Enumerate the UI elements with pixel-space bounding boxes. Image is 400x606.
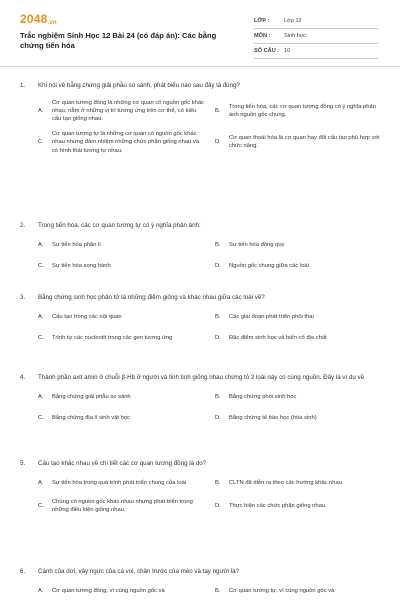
info-box: [254, 14, 378, 59]
question-text: Cấu tạo khác nhau về chi tiết các cơ quan tương đồng là do?: [38, 460, 207, 467]
answer-text: Bằng chứng địa lí sinh vật học: [52, 415, 131, 422]
answer-text: Đặc điểm sinh học và biến cố địa chất: [229, 335, 327, 342]
answer-letter: B.: [215, 242, 221, 249]
answer-option-b[interactable]: [215, 239, 382, 253]
answer-letter: D.: [215, 139, 221, 146]
answer-text: Cơ quan tương tự là những cơ quan có nguồn gốc khác nhau nhưng đảm nhiệm những chức phận giống nhau và có hình thái tương tự nhau.: [52, 131, 200, 154]
answer-option-d[interactable]: [215, 130, 382, 155]
answer-option-c[interactable]: [38, 412, 205, 426]
info-value: Lớp 12: [284, 18, 302, 24]
question-2: [20, 222, 382, 281]
answer-option-d[interactable]: [215, 412, 382, 426]
answer-text: Bằng chứng phôi sinh học: [229, 394, 297, 401]
answer-letter: A.: [38, 314, 44, 321]
answer-text: Các giai đoạn phát triển phôi thai: [229, 314, 314, 321]
answer-letter: D.: [215, 415, 221, 422]
answer-letter: B.: [215, 107, 221, 114]
answer-letter: D.: [215, 502, 221, 509]
answer-text: Cơ quan tương đồng là những cơ quan có nguồn gốc khác nhau, nằm ở những vị trí tương ứng trên cơ thể, có kiểu cấu tạo giống nhau.: [52, 99, 204, 122]
answer-text: Nguồn gốc chung giữa các loài: [229, 263, 309, 270]
info-row-count: [254, 44, 378, 59]
question-number: 1.: [20, 82, 26, 89]
answer-text: Trong tiến hóa, các cơ quan tương đồng có ý nghĩa phản ánh nguồn gốc chung.: [229, 103, 376, 118]
answer-letter: C.: [38, 502, 44, 509]
answer-option-c[interactable]: [38, 498, 205, 514]
site-logo[interactable]: [20, 12, 57, 26]
document-title: Trắc nghiệm Sinh Học 12 Bài 24 (có đáp án): Các bằng chứng tiến hóa: [20, 31, 217, 50]
info-label: LỚP :: [254, 18, 270, 24]
question-number: 6.: [20, 568, 26, 575]
question-text: Bằng chứng sinh học phân tử là những điểm giống và khác nhau giữa các loài về?: [38, 294, 265, 301]
answer-option-c[interactable]: [38, 130, 205, 155]
answer-text: Cơ quan tương đồng, vì cùng nguồn gốc và: [52, 588, 165, 595]
answer-text: Cơ quan tương tự, vì cùng nguồn gốc và: [229, 588, 335, 595]
answer-option-a[interactable]: [38, 585, 205, 599]
answer-option-b[interactable]: [215, 477, 382, 491]
answer-option-a[interactable]: [38, 311, 205, 325]
answer-text: Chúng có nguồn gốc khác nhau nhưng phát triển trong những điều kiện giống nhau.: [52, 498, 193, 513]
info-value: 10: [284, 48, 291, 54]
question-4: [20, 374, 382, 433]
answer-letter: B.: [215, 314, 221, 321]
answer-option-a[interactable]: [38, 99, 205, 124]
question-text: Thành phần axit amin ở chuỗi β-Hb ở người và tinh tinh giống nhau chứng tỏ 2 loài này có cùng nguồn. Đây là ví dụ về: [38, 374, 365, 381]
header-divider: [0, 66, 400, 67]
answer-option-c[interactable]: [38, 332, 205, 346]
info-value: Sinh học: [284, 33, 306, 39]
question-text: Khi nói về bằng chứng giải phẫu so sánh, phát biểu nào sau đây là đúng?: [38, 82, 240, 89]
answer-option-a[interactable]: [38, 239, 205, 253]
answer-text: Cấu tạo trong các nội quan: [52, 314, 122, 321]
question-number: 3.: [20, 294, 26, 301]
answer-text: Sự tiến hóa song hành: [52, 263, 111, 270]
answer-letter: D.: [215, 335, 221, 342]
info-row-grade: [254, 14, 378, 29]
answer-letter: C.: [38, 139, 44, 146]
question-5: [20, 460, 382, 521]
answer-letter: B.: [215, 588, 221, 595]
answer-option-c[interactable]: [38, 260, 205, 274]
answer-text: CLTN đã diễn ra theo các hướng khác nhau: [229, 480, 342, 487]
info-row-subject: [254, 29, 378, 44]
answer-option-d[interactable]: [215, 498, 382, 514]
question-1: [20, 82, 382, 162]
answer-option-b[interactable]: [215, 391, 382, 405]
answer-text: Trình tự các nucleotit trong các gen tương ứng: [52, 335, 173, 342]
answer-option-d[interactable]: [215, 260, 382, 274]
answer-letter: C.: [38, 415, 44, 422]
page-header: [0, 0, 400, 62]
answer-text: Cơ quan thoái hóa là cơ quan hay đổi cấu tạo phù hợp với chức năng.: [229, 135, 380, 150]
answer-letter: A.: [38, 480, 44, 487]
question-number: 2.: [20, 222, 26, 229]
answer-option-d[interactable]: [215, 332, 382, 346]
answer-letter: A.: [38, 107, 44, 114]
answer-letter: B.: [215, 480, 221, 487]
answer-letter: A.: [38, 242, 44, 249]
answer-option-b[interactable]: [215, 585, 382, 599]
answer-option-b[interactable]: [215, 99, 382, 124]
answer-text: Sự tiến hóa trong quá trình phát triển chung của loài: [52, 480, 187, 487]
question-3: [20, 294, 382, 353]
answer-letter: C.: [38, 335, 44, 342]
info-label: MÔN :: [254, 33, 271, 39]
logo-suffix: .vn: [47, 20, 57, 26]
answer-option-a[interactable]: [38, 477, 205, 491]
answer-letter: A.: [38, 588, 44, 595]
answer-text: Thực hiện các chức phận giống nhau.: [229, 502, 327, 509]
answer-letter: D.: [215, 263, 221, 270]
answer-text: Sự tiến hóa phân li: [52, 242, 101, 249]
answer-text: Sự tiến hóa đồng quy: [229, 242, 285, 249]
question-number: 4.: [20, 374, 26, 381]
answer-letter: C.: [38, 263, 44, 270]
answer-text: Bằng chứng tế bào học (hóa sinh): [229, 415, 317, 422]
question-text: Trong tiến hóa, các cơ quan tương tự có ý nghĩa phản ánh:: [38, 222, 201, 229]
answer-letter: A.: [38, 394, 44, 401]
info-label: SỐ CÂU :: [254, 48, 280, 54]
logo-text: 2048: [20, 12, 48, 26]
question-text: Cánh của dơi, vây ngực của cá voi, chân trước của mèo và tay người là?: [38, 568, 240, 575]
question-number: 5.: [20, 460, 26, 467]
answer-text: Bằng chứng giải phẫu so sánh: [52, 394, 131, 401]
answer-option-a[interactable]: [38, 391, 205, 405]
answer-letter: B.: [215, 394, 221, 401]
answer-option-b[interactable]: [215, 311, 382, 325]
